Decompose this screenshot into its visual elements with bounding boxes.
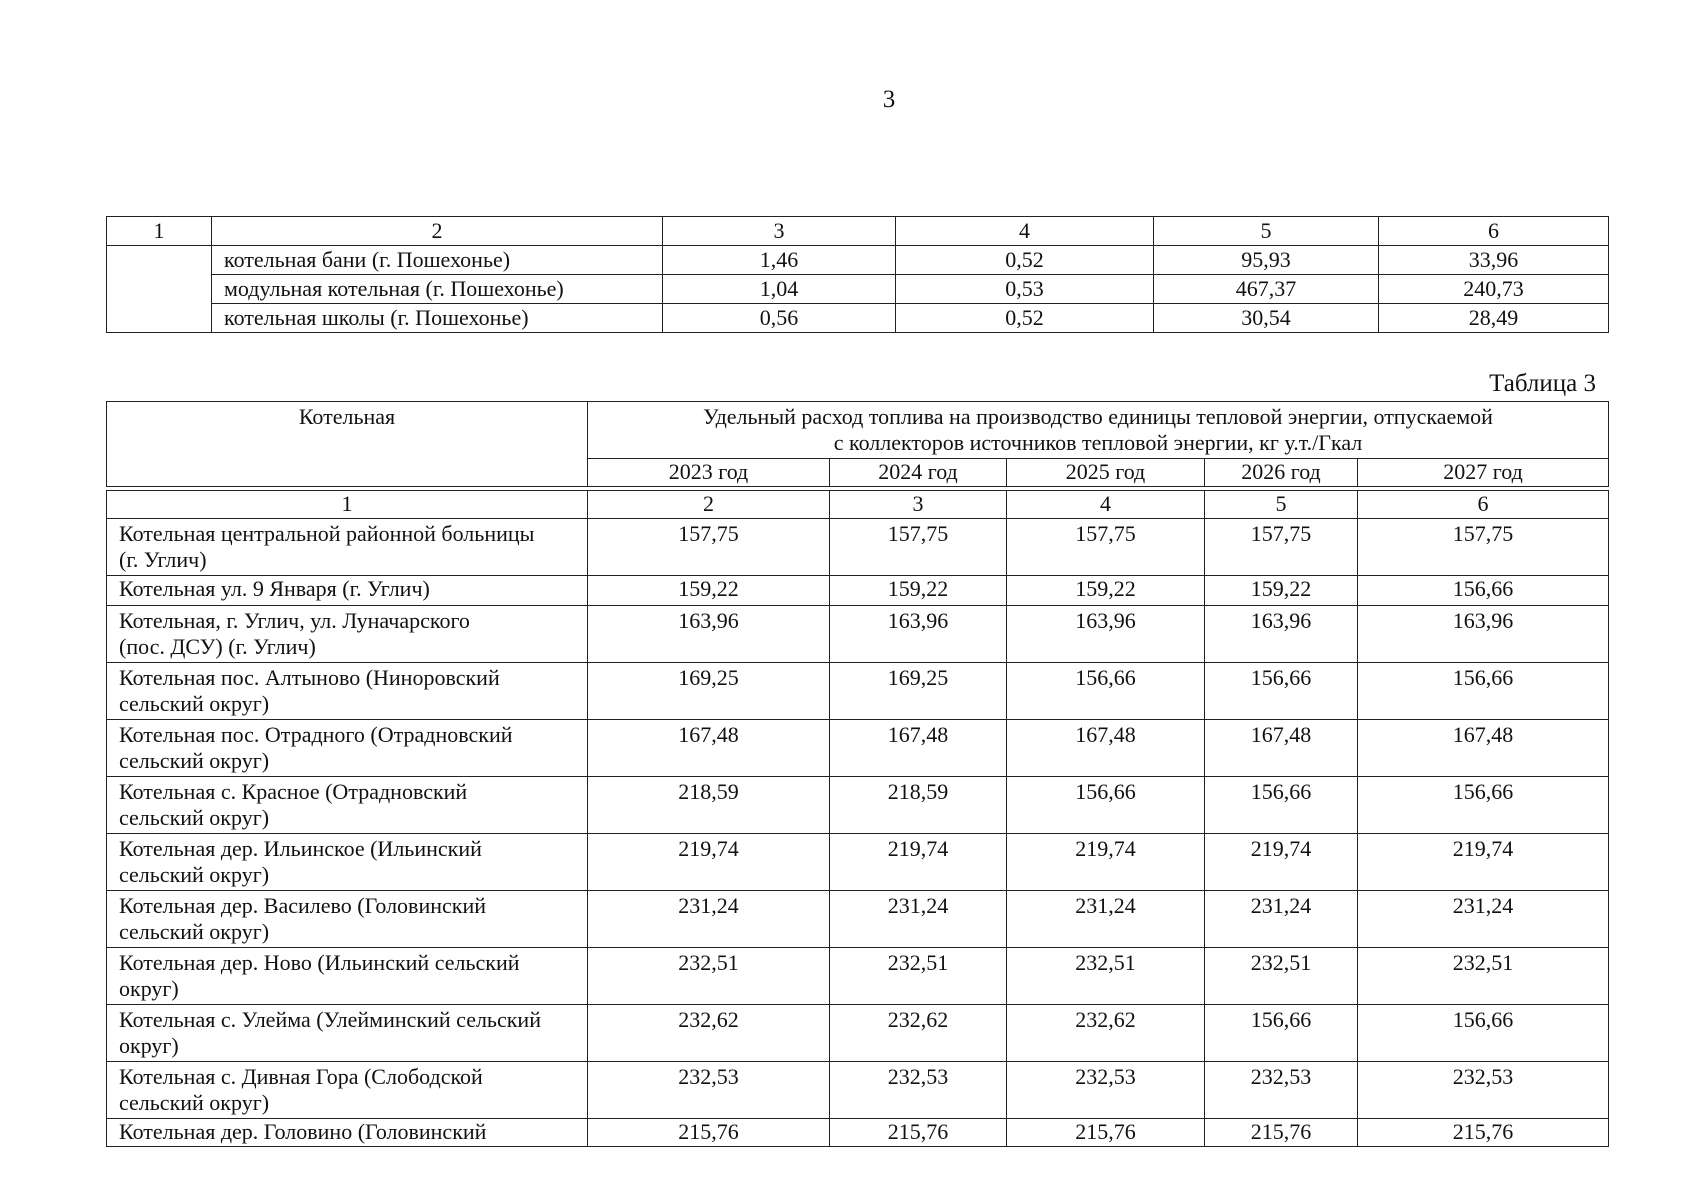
boiler-name-line2: сельский округ) xyxy=(119,862,270,887)
value-cell: 232,51 xyxy=(1205,948,1358,1005)
column-number: 1 xyxy=(107,491,588,519)
table-row xyxy=(107,663,1609,720)
boiler-name: котельная бани (г. Пошехонье) xyxy=(212,246,663,275)
table-caption: Таблица 3 xyxy=(1489,370,1596,397)
boiler-name: котельная школы (г. Пошехонье) xyxy=(212,304,663,333)
value-cell: 232,53 xyxy=(1205,1062,1358,1119)
header-boiler: Котельная xyxy=(107,402,588,487)
value-cell: 231,24 xyxy=(830,891,1007,948)
value-cell: 169,25 xyxy=(830,663,1007,720)
boiler-name-line2: (г. Углич) xyxy=(119,547,207,572)
column-number: 4 xyxy=(896,217,1154,246)
table-row xyxy=(107,777,1609,834)
column-number: 6 xyxy=(1358,491,1609,519)
value-cell: 159,22 xyxy=(830,576,1007,606)
value-cell: 219,74 xyxy=(1007,834,1205,891)
boiler-name-line1: Котельная дер. Ново (Ильинский сельский xyxy=(119,950,520,975)
value-cell: 156,66 xyxy=(1007,777,1205,834)
value-cell: 232,53 xyxy=(1007,1062,1205,1119)
value-cell: 156,66 xyxy=(1205,777,1358,834)
value-cell: 232,62 xyxy=(588,1005,830,1062)
boiler-name: Котельная дер. Головино (Головинский xyxy=(107,1119,588,1147)
value-cell: 232,51 xyxy=(1358,948,1609,1005)
value-cell: 156,66 xyxy=(1205,663,1358,720)
value-cell: 219,74 xyxy=(588,834,830,891)
empty-number-cell xyxy=(107,246,212,333)
value-cell: 163,96 xyxy=(1358,606,1609,663)
fuel-consumption-table xyxy=(106,401,1609,1147)
header-metric xyxy=(588,402,1609,459)
table-row xyxy=(107,891,1609,948)
value-cell: 159,22 xyxy=(1007,576,1205,606)
value-cell: 232,53 xyxy=(830,1062,1007,1119)
value-cell: 0,53 xyxy=(896,275,1154,304)
value-cell: 232,51 xyxy=(588,948,830,1005)
header-metric-line1: Удельный расход топлива на производство единицы тепловой энергии, отпускаемой xyxy=(703,404,1493,429)
value-cell: 167,48 xyxy=(1205,720,1358,777)
table-row xyxy=(107,576,1609,606)
boiler-name-line2: сельский округ) xyxy=(119,748,270,773)
value-cell: 232,62 xyxy=(1007,1005,1205,1062)
value-cell: 156,66 xyxy=(1358,1005,1609,1062)
header-year: 2024 год xyxy=(830,459,1007,487)
value-cell: 157,75 xyxy=(1007,519,1205,576)
table-row xyxy=(107,275,1609,304)
value-cell: 215,76 xyxy=(588,1119,830,1147)
value-cell: 0,56 xyxy=(663,304,896,333)
table-row xyxy=(107,246,1609,275)
boiler-name xyxy=(107,519,588,576)
value-cell: 163,96 xyxy=(588,606,830,663)
value-cell: 219,74 xyxy=(830,834,1007,891)
value-cell: 159,22 xyxy=(588,576,830,606)
value-cell: 215,76 xyxy=(1205,1119,1358,1147)
header-year: 2026 год xyxy=(1205,459,1358,487)
value-cell: 0,52 xyxy=(896,246,1154,275)
continuation-table xyxy=(106,216,1609,333)
value-cell: 232,51 xyxy=(1007,948,1205,1005)
table-row xyxy=(107,948,1609,1005)
boiler-name xyxy=(107,720,588,777)
header-year: 2027 год xyxy=(1358,459,1609,487)
value-cell: 156,66 xyxy=(1358,777,1609,834)
value-cell: 167,48 xyxy=(1358,720,1609,777)
boiler-name-line1: Котельная пос. Алтыново (Ниноровский xyxy=(119,665,500,690)
value-cell: 156,66 xyxy=(1358,663,1609,720)
boiler-name-line2: сельский округ) xyxy=(119,919,270,944)
value-cell: 232,53 xyxy=(588,1062,830,1119)
boiler-name-line1: Котельная дер. Василево (Головинский xyxy=(119,893,486,918)
value-cell: 467,37 xyxy=(1154,275,1379,304)
value-cell: 1,04 xyxy=(663,275,896,304)
boiler-name-line1: Котельная центральной районной больницы xyxy=(119,521,535,546)
boiler-name: Котельная ул. 9 Января (г. Углич) xyxy=(107,576,588,606)
value-cell: 157,75 xyxy=(588,519,830,576)
column-number: 4 xyxy=(1007,491,1205,519)
value-cell: 156,66 xyxy=(1358,576,1609,606)
value-cell: 231,24 xyxy=(1205,891,1358,948)
boiler-name-line1: Котельная с. Улейма (Улейминский сельский xyxy=(119,1007,541,1032)
table-row xyxy=(107,720,1609,777)
boiler-name-line1: Котельная с. Дивная Гора (Слободской xyxy=(119,1064,483,1089)
boiler-name-line2: сельский округ) xyxy=(119,1090,270,1115)
table-row xyxy=(107,304,1609,333)
boiler-name-line1: Котельная с. Красное (Отрадновский xyxy=(119,779,468,804)
value-cell: 157,75 xyxy=(1358,519,1609,576)
boiler-name xyxy=(107,948,588,1005)
boiler-name xyxy=(107,1005,588,1062)
boiler-name-line1: Котельная, г. Углич, ул. Луначарского xyxy=(119,608,470,633)
column-number: 3 xyxy=(830,491,1007,519)
value-cell: 167,48 xyxy=(588,720,830,777)
value-cell: 33,96 xyxy=(1379,246,1609,275)
column-number: 2 xyxy=(588,491,830,519)
value-cell: 232,53 xyxy=(1358,1062,1609,1119)
boiler-name xyxy=(107,891,588,948)
value-cell: 215,76 xyxy=(1007,1119,1205,1147)
value-cell: 163,96 xyxy=(830,606,1007,663)
value-cell: 163,96 xyxy=(1007,606,1205,663)
value-cell: 167,48 xyxy=(1007,720,1205,777)
value-cell: 215,76 xyxy=(1358,1119,1609,1147)
table-header-row xyxy=(107,402,1609,459)
value-cell: 219,74 xyxy=(1358,834,1609,891)
boiler-name xyxy=(107,777,588,834)
column-number: 2 xyxy=(212,217,663,246)
header-metric-line2: с коллекторов источников тепловой энергии, кг у.т./Гкал xyxy=(833,430,1363,455)
table-row xyxy=(107,1119,1609,1147)
page-number: 3 xyxy=(882,86,896,113)
value-cell: 156,66 xyxy=(1205,1005,1358,1062)
value-cell: 95,93 xyxy=(1154,246,1379,275)
value-cell: 159,22 xyxy=(1205,576,1358,606)
value-cell: 218,59 xyxy=(830,777,1007,834)
boiler-name xyxy=(107,834,588,891)
boiler-name-line2: округ) xyxy=(119,976,179,1001)
value-cell: 232,62 xyxy=(830,1005,1007,1062)
value-cell: 163,96 xyxy=(1205,606,1358,663)
boiler-name-line2: округ) xyxy=(119,1033,179,1058)
value-cell: 169,25 xyxy=(588,663,830,720)
boiler-name-line1: Котельная пос. Отрадного (Отрадновский xyxy=(119,722,513,747)
value-cell: 157,75 xyxy=(1205,519,1358,576)
header-year: 2025 год xyxy=(1007,459,1205,487)
value-cell: 157,75 xyxy=(830,519,1007,576)
value-cell: 240,73 xyxy=(1379,275,1609,304)
column-number: 5 xyxy=(1205,491,1358,519)
value-cell: 0,52 xyxy=(896,304,1154,333)
column-number: 3 xyxy=(663,217,896,246)
table-row xyxy=(107,519,1609,576)
table-row xyxy=(107,1062,1609,1119)
value-cell: 156,66 xyxy=(1007,663,1205,720)
column-number: 5 xyxy=(1154,217,1379,246)
column-number: 6 xyxy=(1379,217,1609,246)
boiler-name-line2: сельский округ) xyxy=(119,805,270,830)
table-row xyxy=(107,834,1609,891)
column-number: 1 xyxy=(107,217,212,246)
value-cell: 218,59 xyxy=(588,777,830,834)
table-column-numbers-row xyxy=(107,491,1609,519)
value-cell: 1,46 xyxy=(663,246,896,275)
value-cell: 231,24 xyxy=(1358,891,1609,948)
header-year: 2023 год xyxy=(588,459,830,487)
boiler-name xyxy=(107,1062,588,1119)
value-cell: 232,51 xyxy=(830,948,1007,1005)
boiler-name xyxy=(107,606,588,663)
value-cell: 231,24 xyxy=(588,891,830,948)
boiler-name: модульная котельная (г. Пошехонье) xyxy=(212,275,663,304)
boiler-name-line2: (пос. ДСУ) (г. Углич) xyxy=(119,634,316,659)
value-cell: 28,49 xyxy=(1379,304,1609,333)
value-cell: 231,24 xyxy=(1007,891,1205,948)
table-row xyxy=(107,1005,1609,1062)
boiler-name-line2: сельский округ) xyxy=(119,691,270,716)
value-cell: 219,74 xyxy=(1205,834,1358,891)
value-cell: 167,48 xyxy=(830,720,1007,777)
table-row xyxy=(107,606,1609,663)
value-cell: 30,54 xyxy=(1154,304,1379,333)
boiler-name-line1: Котельная дер. Ильинское (Ильинский xyxy=(119,836,482,861)
boiler-name xyxy=(107,663,588,720)
table-header-row xyxy=(107,217,1609,246)
value-cell: 215,76 xyxy=(830,1119,1007,1147)
